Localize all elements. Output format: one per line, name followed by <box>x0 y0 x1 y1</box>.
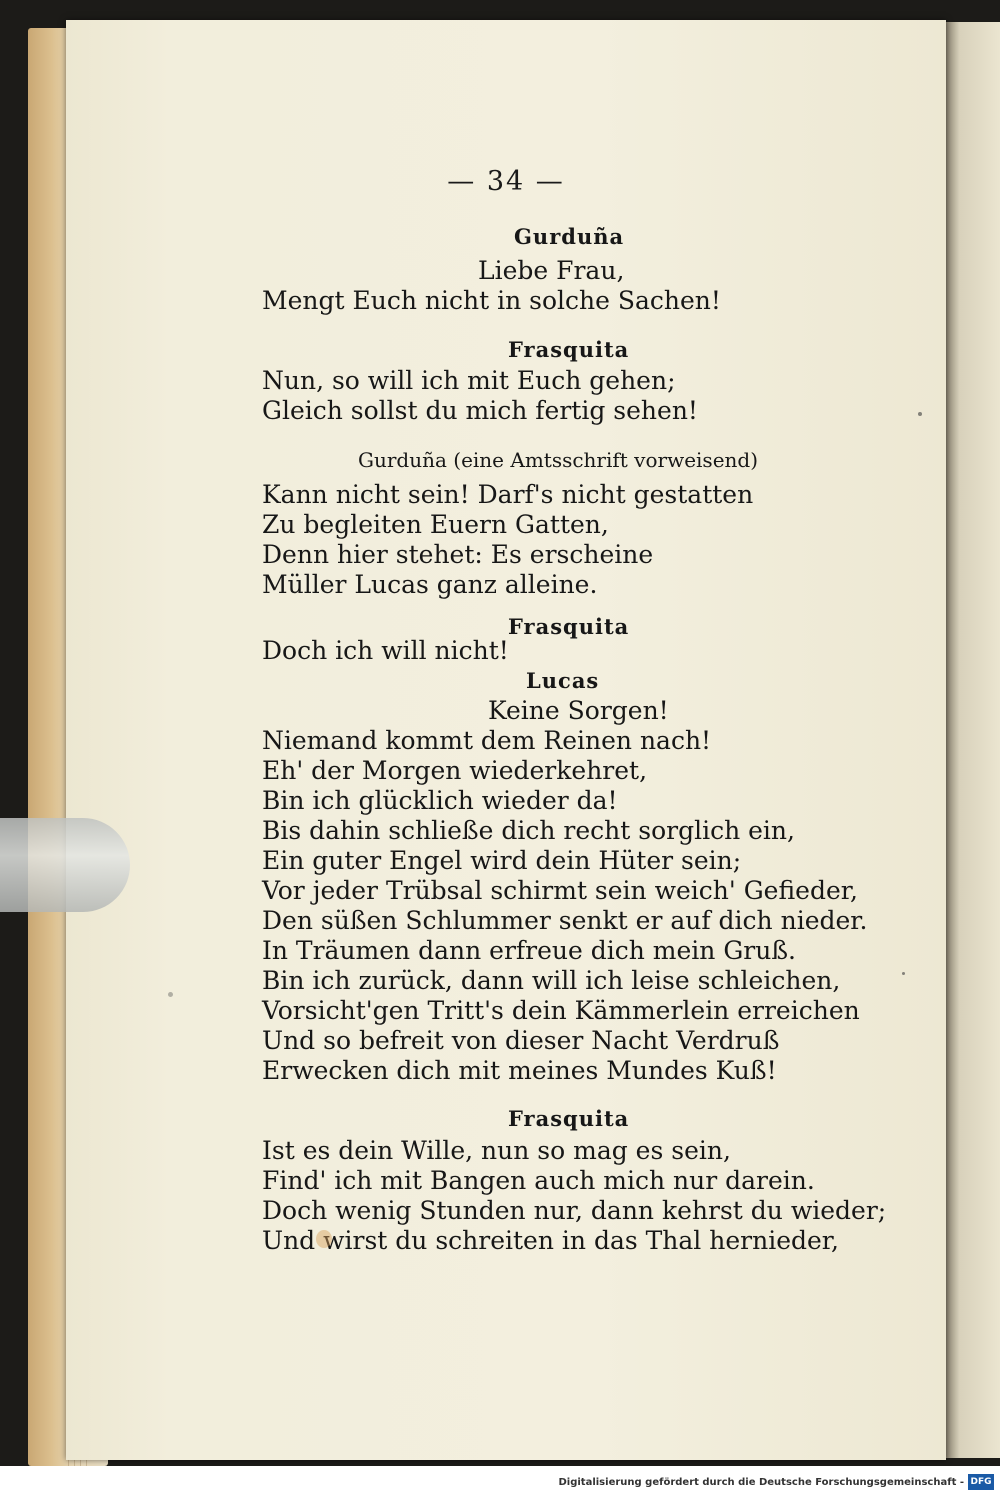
verse-line: Find' ich mit Bangen auch mich nur darein. <box>262 1166 815 1195</box>
speaker-name: Frasquita <box>508 337 630 362</box>
page-clip <box>0 818 130 912</box>
dfg-logo-icon: DFG <box>968 1474 994 1490</box>
verse-line: Vor jeder Trübsal schirmt sein weich' Gefieder, <box>262 876 858 905</box>
verse-line: Liebe Frau, <box>478 256 625 285</box>
verse-line: Vorsicht'gen Tritt's dein Kämmerlein erreichen <box>262 996 860 1025</box>
speaker-name: Frasquita <box>508 1106 630 1131</box>
verse-line: Doch wenig Stunden nur, dann kehrst du wieder; <box>262 1196 887 1225</box>
libretto-text <box>66 20 946 1460</box>
speaker-name: Gurduña <box>514 224 625 249</box>
paper-speck <box>902 972 905 975</box>
verse-line: Niemand kommt dem Reinen nach! <box>262 726 712 755</box>
verse-line: Mengt Euch nicht in solche Sachen! <box>262 286 721 315</box>
verse-line: Erwecken dich mit meines Mundes Kuß! <box>262 1056 777 1085</box>
footer-bar <box>0 1466 1000 1503</box>
paper-speck <box>918 412 922 416</box>
paper-speck <box>168 992 173 997</box>
speaker-name: Frasquita <box>508 614 630 639</box>
verse-line: Kann nicht sein! Darf's nicht gestatten <box>262 480 754 509</box>
verse-line: Gleich sollst du mich fertig sehen! <box>262 396 698 425</box>
verse-line: Und wirst du schreiten in das Thal hernieder, <box>262 1226 839 1255</box>
verse-line: Ein guter Engel wird dein Hüter sein; <box>262 846 742 875</box>
verse-line: Bin ich glücklich wieder da! <box>262 786 618 815</box>
footer-credit: Digitalisierung gefördert durch die Deutsche Forschungsgemeinschaft - <box>558 1477 964 1488</box>
verse-line: Zu begleiten Euern Gatten, <box>262 510 609 539</box>
verse-line: Bin ich zurück, dann will ich leise schleichen, <box>262 966 841 995</box>
speaker-name: Lucas <box>526 668 600 693</box>
verse-line: Keine Sorgen! <box>488 696 669 725</box>
verse-line: Bis dahin schließe dich recht sorglich ein, <box>262 816 795 845</box>
verse-line: Müller Lucas ganz alleine. <box>262 570 598 599</box>
book-page <box>66 20 946 1460</box>
verse-line: Denn hier stehet: Es erscheine <box>262 540 654 569</box>
verse-line: In Träumen dann erfreue dich mein Gruß. <box>262 936 797 965</box>
verse-line: Den süßen Schlummer senkt er auf dich nieder. <box>262 906 868 935</box>
verse-line: Und so befreit von dieser Nacht Verdruß <box>262 1026 780 1055</box>
verse-line: Doch ich will nicht! <box>262 636 509 665</box>
page-number: — 34 — <box>447 166 565 197</box>
paper-stain <box>316 1230 332 1248</box>
stage-direction: Gurduña (eine Amtsschrift vorweisend) <box>358 448 759 472</box>
verse-line: Eh' der Morgen wiederkehret, <box>262 756 648 785</box>
verse-line: Ist es dein Wille, nun so mag es sein, <box>262 1136 731 1165</box>
verse-line: Nun, so will ich mit Euch gehen; <box>262 366 676 395</box>
